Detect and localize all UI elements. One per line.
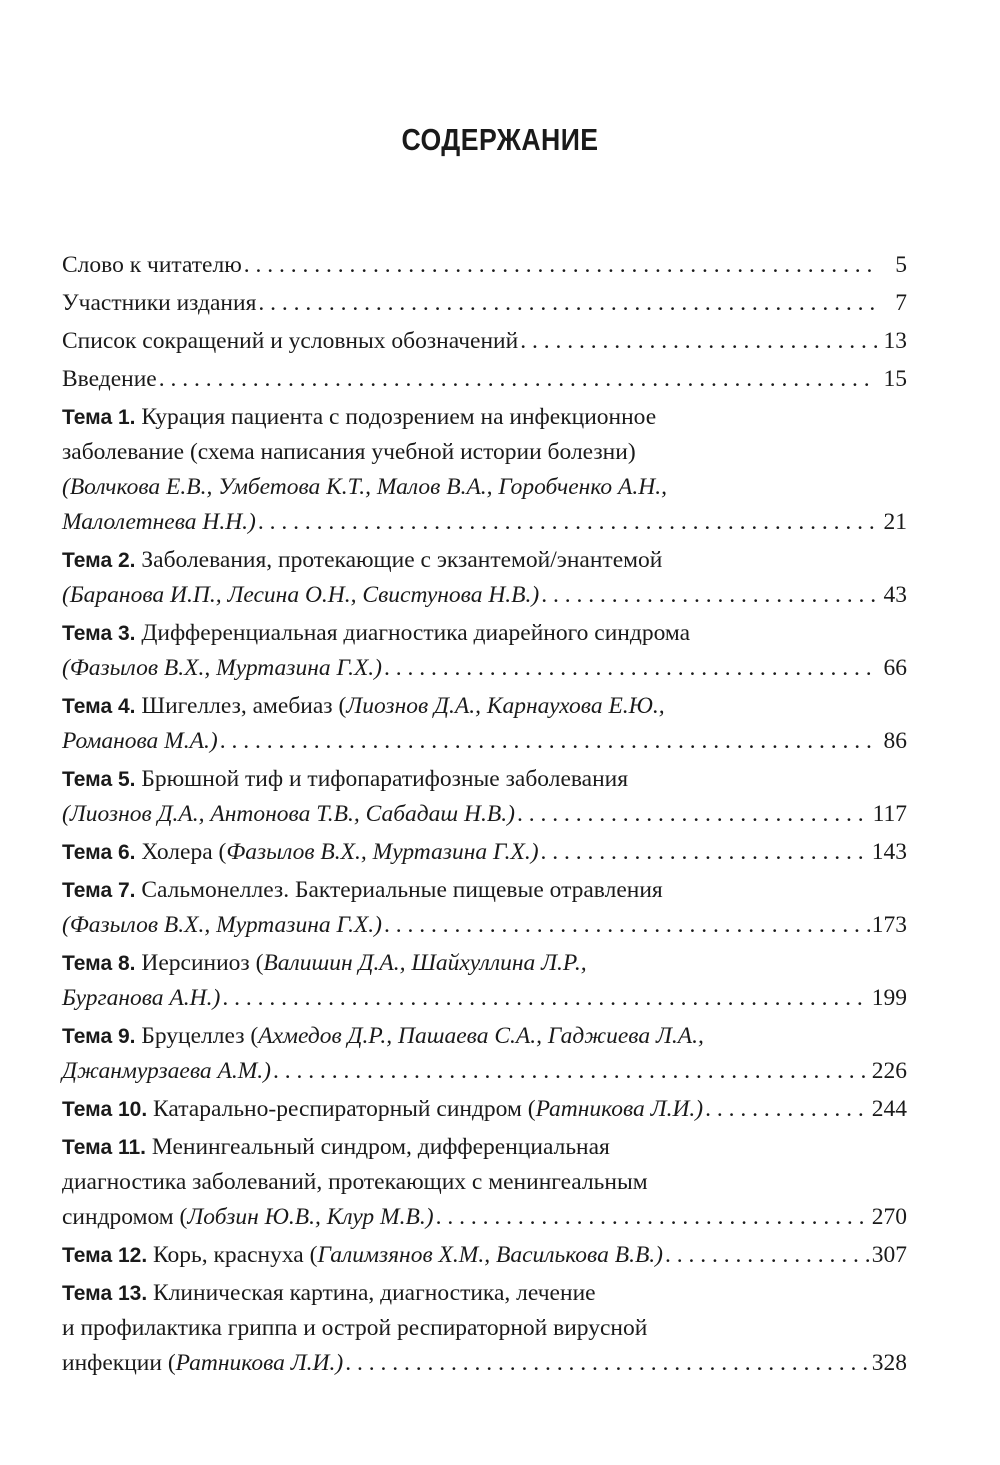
topic-title: Заболевания, протекающие с экзантемой/энантемой — [135, 547, 663, 573]
toc-entry-title: Участники издания — [62, 290, 257, 316]
toc-entry-topic-3[interactable] — [62, 616, 907, 686]
toc-page-number: 226 — [871, 1058, 907, 1084]
topic-title: Бруцеллез ( — [135, 1023, 259, 1049]
toc-page-number: 328 — [871, 1350, 907, 1376]
leader-dots — [345, 1346, 870, 1381]
topic-label: Тема 13. — [62, 1282, 148, 1305]
topic-title: Иерсиниоз ( — [135, 950, 264, 976]
topic-label: Тема 7. — [62, 879, 136, 902]
topic-title: Катарально-респираторный синдром ( — [147, 1096, 536, 1122]
topic-title: Сальмонеллез. Бактериальные пищевые отравления — [135, 877, 663, 903]
page-title: СОДЕРЖАНИЕ — [401, 122, 599, 157]
topic-label: Тема 4. — [62, 695, 136, 718]
topic-authors: (Лиознов Д.А., Антонова Т.В., Сабадаш Н.В.) — [62, 801, 515, 827]
leader-dots — [258, 505, 877, 540]
toc-entry[interactable] — [62, 286, 907, 321]
toc-page-number: 270 — [871, 1204, 907, 1230]
leader-dots — [541, 578, 877, 613]
toc-entry[interactable] — [62, 324, 907, 359]
topic-title-cont: заболевание (схема написания учебной истории болезни) — [62, 439, 636, 465]
toc-entry-topic-8[interactable] — [62, 946, 907, 1016]
topic-authors: Ахмедов Д.Р., Пашаева С.А., Гаджиева Л.А., — [258, 1023, 704, 1049]
topic-label: Тема 11. — [62, 1136, 146, 1159]
toc-page-number: 7 — [895, 290, 907, 316]
topic-authors: (Фазылов В.Х., Муртазина Г.Х.) — [62, 655, 383, 681]
topic-label: Тема 2. — [62, 549, 136, 572]
toc-entry-topic-4[interactable] — [62, 689, 907, 759]
toc-entry-topic-9[interactable] — [62, 1019, 907, 1089]
leader-dots — [244, 248, 877, 283]
leader-dots — [436, 1200, 870, 1235]
topic-title: Менингеальный синдром, дифференциальная — [146, 1134, 610, 1160]
toc-entry-title: Слово к читателю — [62, 252, 242, 278]
leader-dots — [222, 981, 869, 1016]
topic-label: Тема 6. — [62, 841, 136, 864]
topic-title: Курация пациента с подозрением на инфекционное — [135, 404, 657, 430]
toc-entry-topic-10[interactable] — [62, 1092, 907, 1127]
leader-dots — [705, 1092, 870, 1127]
table-of-contents — [62, 248, 907, 1384]
leader-dots — [384, 651, 877, 686]
toc-entry[interactable] — [62, 362, 907, 397]
topic-title: Дифференциальная диагностика диарейного синдрома — [135, 620, 691, 646]
toc-page-number: 244 — [871, 1096, 907, 1122]
toc-page-number: 66 — [883, 655, 907, 681]
leader-dots — [384, 908, 870, 943]
toc-page-number: 117 — [872, 801, 907, 827]
leader-dots — [520, 324, 877, 359]
topic-authors: Валишин Д.А., Шайхуллина Л.Р., — [263, 950, 587, 976]
topic-title-cont: синдромом ( — [62, 1204, 188, 1230]
topic-title: Холера ( — [135, 839, 227, 865]
topic-authors: (Баранова И.П., Лесина О.Н., Свистунова Н.В.) — [62, 582, 540, 608]
topic-authors: Бурганова А.Н.) — [62, 985, 221, 1011]
topic-title: Клиническая картина, диагностика, лечение — [147, 1280, 596, 1306]
toc-page-number: 307 — [871, 1242, 907, 1268]
leader-dots — [517, 797, 871, 832]
topic-title: Брюшной тиф и тифопаратифозные заболевания — [135, 766, 629, 792]
topic-authors: (Волчкова Е.В., Умбетова К.Т., Малов В.А., Горобченко А.Н., — [62, 474, 668, 500]
topic-authors: Фазылов В.Х., Муртазина Г.Х.) — [226, 839, 539, 865]
topic-authors: Ратникова Л.И.) — [175, 1350, 344, 1376]
toc-page-number: 199 — [871, 985, 907, 1011]
toc-page-number: 143 — [871, 839, 907, 865]
toc-page-number: 86 — [883, 728, 907, 754]
leader-dots — [541, 835, 870, 870]
toc-entry-topic-2[interactable] — [62, 543, 907, 613]
topic-label: Тема 9. — [62, 1025, 136, 1048]
toc-entry-topic-1[interactable] — [62, 400, 907, 540]
leader-dots — [665, 1238, 870, 1273]
topic-authors: Лобзин Ю.В., Клур М.В.) — [187, 1204, 434, 1230]
toc-entry-topic-7[interactable] — [62, 873, 907, 943]
topic-authors: Галимзянов Х.М., Василькова В.В.) — [317, 1242, 663, 1268]
topic-label: Тема 8. — [62, 952, 136, 975]
toc-page-number: 15 — [883, 366, 907, 392]
topic-label: Тема 10. — [62, 1098, 148, 1121]
topic-title: Корь, краснуха ( — [147, 1242, 318, 1268]
toc-page-number: 43 — [883, 582, 907, 608]
topic-title-cont: и профилактика гриппа и острой респираторной вирусной — [62, 1315, 648, 1341]
topic-authors: Малолетнева Н.Н.) — [62, 509, 256, 535]
toc-entry-topic-5[interactable] — [62, 762, 907, 832]
topic-label: Тема 1. — [62, 406, 136, 429]
topic-label: Тема 3. — [62, 622, 136, 645]
toc-entry-topic-12[interactable] — [62, 1238, 907, 1273]
toc-page-number: 21 — [883, 509, 907, 535]
toc-entry-topic-11[interactable] — [62, 1130, 907, 1235]
topic-title: Шигеллез, амебиаз ( — [135, 693, 347, 719]
toc-page-number: 173 — [871, 912, 907, 938]
leader-dots — [258, 286, 877, 321]
topic-label: Тема 12. — [62, 1244, 148, 1267]
toc-page-number: 5 — [895, 252, 907, 278]
topic-authors: Лиознов Д.А., Карнаухова Е.Ю., — [346, 693, 665, 719]
toc-entry-title: Список сокращений и условных обозначений — [62, 328, 519, 354]
leader-dots — [159, 362, 877, 397]
topic-title-cont: диагностика заболеваний, протекающих с менингеальным — [62, 1169, 648, 1195]
toc-page-number: 13 — [883, 328, 907, 354]
toc-entry-title: Введение — [62, 366, 157, 392]
toc-entry[interactable] — [62, 248, 907, 283]
topic-authors: (Фазылов В.Х., Муртазина Г.Х.) — [62, 912, 383, 938]
topic-authors: Романова М.А.) — [62, 728, 218, 754]
topic-authors: Ратникова Л.И.) — [535, 1096, 704, 1122]
leader-dots — [273, 1054, 870, 1089]
leader-dots — [220, 724, 877, 759]
toc-entry-topic-13[interactable] — [62, 1276, 907, 1381]
topic-title-cont: инфекции ( — [62, 1350, 176, 1376]
topic-label: Тема 5. — [62, 768, 136, 791]
toc-entry-topic-6[interactable] — [62, 835, 907, 870]
topic-authors: Джанмурзаева А.М.) — [62, 1058, 271, 1084]
